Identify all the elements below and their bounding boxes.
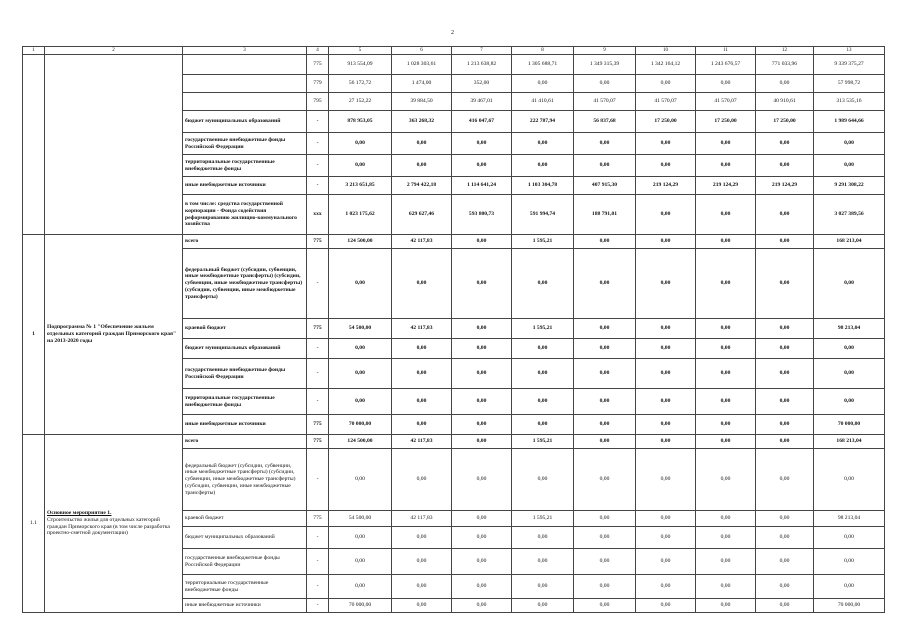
year-value: 0,00 (696, 435, 756, 449)
year-value: 0,00 (696, 511, 756, 527)
year-value: 42 117,83 (392, 435, 452, 449)
budget-code: 775 (307, 511, 329, 527)
year-value: 0,00 (756, 235, 814, 249)
total-value: 0,00 (814, 133, 885, 155)
year-value: 0,00 (452, 235, 512, 249)
total-value: 0,00 (814, 339, 885, 359)
funding-source: территориальные государственные внебюджетные фонды (183, 155, 307, 177)
header-cell: 4 (307, 47, 329, 55)
budget-code: - (307, 339, 329, 359)
year-value: 0,00 (392, 359, 452, 389)
year-value: 222 787,94 (512, 111, 574, 133)
budget-code: - (307, 249, 329, 319)
year-value: 0,00 (756, 549, 814, 575)
year-value: 0,00 (636, 195, 696, 235)
year-value: 1 474,00 (392, 75, 452, 93)
year-value: 41 410,61 (512, 93, 574, 111)
year-value: 41 570,07 (636, 93, 696, 111)
budget-code: - (307, 177, 329, 195)
budget-code: 775 (307, 435, 329, 449)
year-value: 40 910,61 (756, 93, 814, 111)
funding-source: краевой бюджет (183, 511, 307, 527)
year-value: 1 595,21 (512, 435, 574, 449)
year-value: 0,00 (512, 389, 574, 415)
year-value: 0,00 (756, 599, 814, 613)
program-name (45, 55, 183, 235)
total-value: 313 535,16 (814, 93, 885, 111)
row-index: 1 (23, 235, 45, 435)
year-value: 0,00 (452, 599, 512, 613)
year-value: 0,00 (512, 155, 574, 177)
year-value: 56 172,72 (329, 75, 392, 93)
year-value: 1 114 641,24 (452, 177, 512, 195)
year-value: 0,00 (452, 527, 512, 549)
year-value: 0,00 (574, 449, 636, 511)
budget-code: 775 (307, 319, 329, 339)
year-value: 54 500,00 (329, 319, 392, 339)
year-value: 0,00 (392, 599, 452, 613)
header-row (23, 47, 885, 55)
year-value: 0,00 (574, 133, 636, 155)
year-value: 0,00 (696, 599, 756, 613)
year-value: 0,00 (329, 549, 392, 575)
budget-code: 775 (307, 235, 329, 249)
total-value: 0,00 (814, 449, 885, 511)
total-value: 0,00 (814, 527, 885, 549)
total-value: 70 000,00 (814, 415, 885, 435)
budget-code: - (307, 389, 329, 415)
year-value: 0,00 (329, 527, 392, 549)
year-value: 0,00 (636, 389, 696, 415)
year-value: 0,00 (392, 527, 452, 549)
year-value: 42 117,83 (392, 319, 452, 339)
year-value: 0,00 (636, 435, 696, 449)
year-value: 124 500,00 (329, 435, 392, 449)
year-value: 0,00 (512, 415, 574, 435)
year-value: 42 117,83 (392, 511, 452, 527)
year-value: 0,00 (512, 339, 574, 359)
total-value: 70 000,00 (814, 599, 885, 613)
year-value: 0,00 (696, 249, 756, 319)
year-value: 0,00 (696, 359, 756, 389)
year-value: 0,00 (512, 575, 574, 599)
year-value: 878 953,05 (329, 111, 392, 133)
total-value: 0,00 (814, 389, 885, 415)
year-value: 0,00 (452, 549, 512, 575)
year-value: 1 349 315,39 (574, 55, 636, 75)
year-value: 0,00 (636, 449, 696, 511)
year-value: 0,00 (636, 575, 696, 599)
header-cell: 1 (23, 47, 45, 55)
year-value: 0,00 (512, 359, 574, 389)
budget-code: ххх (307, 195, 329, 235)
total-value: 0,00 (814, 359, 885, 389)
year-value: 0,00 (574, 389, 636, 415)
year-value: 913 554,09 (329, 55, 392, 75)
year-value: 0,00 (696, 549, 756, 575)
funding-source: бюджет муниципальных образований (183, 111, 307, 133)
year-value: 0,00 (756, 75, 814, 93)
year-value: 0,00 (696, 155, 756, 177)
year-value: 0,00 (574, 339, 636, 359)
year-value: 0,00 (452, 449, 512, 511)
year-value: 0,00 (636, 235, 696, 249)
funding-source: государственные внебюджетные фонды Российской Федерации (183, 133, 307, 155)
year-value: 0,00 (392, 449, 452, 511)
funding-source: в том числе: средства государственной корпорации - Фонда содействия реформированию жилищно-коммунального хозяйства (183, 195, 307, 235)
year-value: 1 595,21 (512, 235, 574, 249)
year-value: 0,00 (756, 435, 814, 449)
year-value: 0,00 (636, 511, 696, 527)
year-value: 0,00 (756, 319, 814, 339)
year-value: 0,00 (696, 339, 756, 359)
year-value: 0,00 (696, 75, 756, 93)
year-value: 27 152,22 (329, 93, 392, 111)
year-value: 0,00 (329, 339, 392, 359)
year-value: 2 794 422,18 (392, 177, 452, 195)
year-value: 0,00 (574, 249, 636, 319)
year-value: 0,00 (756, 449, 814, 511)
total-value: 98 213,04 (814, 511, 885, 527)
year-value: 0,00 (452, 359, 512, 389)
year-value: 0,00 (512, 549, 574, 575)
budget-code: - (307, 575, 329, 599)
year-value: 0,00 (756, 195, 814, 235)
year-value: 0,00 (636, 319, 696, 339)
year-value: 17 250,00 (636, 111, 696, 133)
header-cell: 8 (512, 47, 574, 55)
total-value: 9 291 308,22 (814, 177, 885, 195)
year-value: 0,00 (392, 575, 452, 599)
header-cell: 3 (183, 47, 307, 55)
budget-code: 779 (307, 75, 329, 93)
year-value: 0,00 (636, 415, 696, 435)
year-value: 363 268,32 (392, 111, 452, 133)
year-value: 70 000,00 (329, 599, 392, 613)
year-value: 1 305 688,71 (512, 55, 574, 75)
year-value: 0,00 (696, 319, 756, 339)
year-value: 1 103 304,78 (512, 177, 574, 195)
year-value: 0,00 (636, 249, 696, 319)
year-value: 0,00 (329, 155, 392, 177)
total-value: 168 213,04 (814, 435, 885, 449)
year-value: 1 023 175,62 (329, 195, 392, 235)
funding-source: иные внебюджетные источники (183, 599, 307, 613)
year-value: 0,00 (756, 511, 814, 527)
activity-description: Строительство жилья для отдельных категорий граждан Приморского края (в том числе разработка проектно-сметной документации) (47, 516, 170, 537)
year-value: 41 570,07 (574, 93, 636, 111)
funding-source (183, 93, 307, 111)
total-value: 0,00 (814, 249, 885, 319)
year-value: 0,00 (696, 449, 756, 511)
budget-code: - (307, 527, 329, 549)
year-value: 0,00 (696, 235, 756, 249)
year-value: 0,00 (512, 133, 574, 155)
year-value: 0,00 (756, 133, 814, 155)
budget-code: - (307, 449, 329, 511)
year-value: 0,00 (636, 599, 696, 613)
header-cell: 9 (574, 47, 636, 55)
year-value: 0,00 (574, 599, 636, 613)
year-value: 0,00 (756, 155, 814, 177)
budget-code: 775 (307, 415, 329, 435)
funding-source: всего (183, 235, 307, 249)
year-value: 1 243 676,57 (696, 55, 756, 75)
year-value: 0,00 (696, 575, 756, 599)
budget-code: 775 (307, 55, 329, 75)
year-value: 0,00 (392, 549, 452, 575)
year-value: 0,00 (512, 599, 574, 613)
year-value: 0,00 (329, 133, 392, 155)
year-value: 0,00 (696, 133, 756, 155)
budget-code: - (307, 155, 329, 177)
year-value: 0,00 (452, 155, 512, 177)
budget-code: - (307, 111, 329, 133)
year-value: 17 250,00 (756, 111, 814, 133)
year-value: 56 837,68 (574, 111, 636, 133)
funding-source: краевой бюджет (183, 319, 307, 339)
funding-source (183, 75, 307, 93)
year-value: 1 213 638,82 (452, 55, 512, 75)
year-value: 0,00 (756, 359, 814, 389)
funding-source: иные внебюджетные источники (183, 415, 307, 435)
year-value: 0,00 (392, 415, 452, 435)
year-value: 0,00 (329, 449, 392, 511)
year-value: 0,00 (636, 527, 696, 549)
year-value: 0,00 (756, 575, 814, 599)
header-cell: 12 (756, 47, 814, 55)
year-value: 0,00 (452, 133, 512, 155)
year-value: 0,00 (696, 389, 756, 415)
year-value: 0,00 (392, 339, 452, 359)
year-value: 0,00 (574, 435, 636, 449)
year-value: 0,00 (452, 435, 512, 449)
year-value: 1 028 303,61 (392, 55, 452, 75)
year-value: 0,00 (512, 449, 574, 511)
header-cell: 11 (696, 47, 756, 55)
year-value: 0,00 (574, 75, 636, 93)
program-name (45, 435, 183, 613)
year-value: 54 500,00 (329, 511, 392, 527)
header-cell: 5 (329, 47, 392, 55)
funding-source: бюджет муниципальных образований (183, 527, 307, 549)
year-value: 0,00 (574, 415, 636, 435)
funding-table (22, 46, 885, 613)
year-value: 1 595,21 (512, 511, 574, 527)
program-name: Подпрограмма № 1 "Обеспечение жильем отдельных категорий граждан Приморского края" на 2013-2020 годы (45, 235, 183, 435)
funding-source (183, 55, 307, 75)
year-value: 0,00 (452, 319, 512, 339)
year-value: 0,00 (452, 389, 512, 415)
funding-source: государственные внебюджетные фонды Российской Федерации (183, 549, 307, 575)
year-value: 39 467,01 (452, 93, 512, 111)
table-row (23, 235, 885, 249)
year-value: 0,00 (452, 575, 512, 599)
year-value: 771 033,96 (756, 55, 814, 75)
header-cell: 7 (452, 47, 512, 55)
year-value: 0,00 (756, 527, 814, 549)
year-value: 0,00 (512, 527, 574, 549)
year-value: 0,00 (636, 155, 696, 177)
year-value: 0,00 (574, 235, 636, 249)
funding-source: федеральный бюджет (субсидии, субвенции, иные межбюджетные трансферты) (субсидии, субвенции, иные межбюджетные трансферты) (субсидии, субвенции, иные межбюджетные трансферты) (183, 249, 307, 319)
year-value: 0,00 (452, 415, 512, 435)
year-value: 188 791,01 (574, 195, 636, 235)
year-value: 39 884,50 (392, 93, 452, 111)
year-value: 0,00 (756, 415, 814, 435)
funding-source: территориальные государственные внебюджетные фонды (183, 389, 307, 415)
year-value: 0,00 (512, 249, 574, 319)
year-value: 41 570,07 (696, 93, 756, 111)
year-value: 219 124,29 (756, 177, 814, 195)
year-value: 0,00 (696, 195, 756, 235)
year-value: 0,00 (574, 359, 636, 389)
year-value: 219 124,29 (636, 177, 696, 195)
total-value: 9 339 375,27 (814, 55, 885, 75)
total-value: 98 213,04 (814, 319, 885, 339)
year-value: 0,00 (329, 249, 392, 319)
year-value: 0,00 (574, 511, 636, 527)
budget-code: - (307, 133, 329, 155)
year-value: 0,00 (696, 527, 756, 549)
budget-code: - (307, 549, 329, 575)
header-cell: 6 (392, 47, 452, 55)
year-value: 416 047,67 (452, 111, 512, 133)
funding-source: бюджет муниципальных образований (183, 339, 307, 359)
year-value: 0,00 (574, 155, 636, 177)
year-value: 0,00 (329, 359, 392, 389)
year-value: 0,00 (512, 75, 574, 93)
year-value: 0,00 (452, 249, 512, 319)
year-value: 0,00 (452, 339, 512, 359)
year-value: 70 000,00 (329, 415, 392, 435)
funding-source: федеральный бюджет (субсидии, субвенции, иные межбюджетные трансферты) (субсидии, субвенции, иные межбюджетные трансферты) (субсидии, субвенции, иные межбюджетные трансферты) (183, 449, 307, 511)
budget-code: 795 (307, 93, 329, 111)
year-value: 124 500,00 (329, 235, 392, 249)
total-value: 168 213,04 (814, 235, 885, 249)
year-value: 0,00 (574, 575, 636, 599)
year-value: 0,00 (574, 527, 636, 549)
year-value: 0,00 (574, 549, 636, 575)
year-value: 0,00 (392, 389, 452, 415)
year-value: 629 627,46 (392, 195, 452, 235)
total-value: 1 989 644,66 (814, 111, 885, 133)
year-value: 0,00 (329, 575, 392, 599)
year-value: 0,00 (392, 155, 452, 177)
header-cell: 13 (814, 47, 885, 55)
year-value: 219 124,29 (696, 177, 756, 195)
total-value: 57 998,72 (814, 75, 885, 93)
year-value: 0,00 (756, 339, 814, 359)
year-value: 0,00 (574, 319, 636, 339)
year-value: 1 595,21 (512, 319, 574, 339)
year-value: 0,00 (636, 133, 696, 155)
total-value: 3 027 389,56 (814, 195, 885, 235)
year-value: 0,00 (756, 389, 814, 415)
header-cell: 2 (45, 47, 183, 55)
total-value: 0,00 (814, 575, 885, 599)
year-value: 352,00 (452, 75, 512, 93)
year-value: 0,00 (392, 133, 452, 155)
year-value: 0,00 (636, 549, 696, 575)
year-value: 42 117,83 (392, 235, 452, 249)
page-number: 2 (451, 30, 454, 36)
activity-title: Основное мероприятие 1. (47, 510, 112, 517)
table-row (23, 55, 885, 75)
year-value: 0,00 (636, 339, 696, 359)
budget-code: - (307, 359, 329, 389)
year-value: 593 800,73 (452, 195, 512, 235)
year-value: 0,00 (696, 415, 756, 435)
year-value: 17 250,00 (696, 111, 756, 133)
table-row (23, 435, 885, 449)
budget-code: - (307, 599, 329, 613)
row-index: 1.1 (23, 435, 45, 613)
year-value: 0,00 (636, 359, 696, 389)
year-value: 0,00 (392, 249, 452, 319)
year-value: 0,00 (329, 389, 392, 415)
year-value: 0,00 (756, 249, 814, 319)
year-value: 591 994,74 (512, 195, 574, 235)
year-value: 407 915,30 (574, 177, 636, 195)
row-index (23, 55, 45, 235)
total-value: 0,00 (814, 549, 885, 575)
total-value: 0,00 (814, 155, 885, 177)
funding-source: иные внебюджетные источники (183, 177, 307, 195)
funding-source: государственные внебюджетные фонды Российской Федерации (183, 359, 307, 389)
funding-source: территориальные государственные внебюджетные фонды (183, 575, 307, 599)
year-value: 1 342 164,12 (636, 55, 696, 75)
year-value: 0,00 (636, 75, 696, 93)
funding-source: всего (183, 435, 307, 449)
year-value: 0,00 (452, 511, 512, 527)
header-cell: 10 (636, 47, 696, 55)
year-value: 3 213 651,85 (329, 177, 392, 195)
